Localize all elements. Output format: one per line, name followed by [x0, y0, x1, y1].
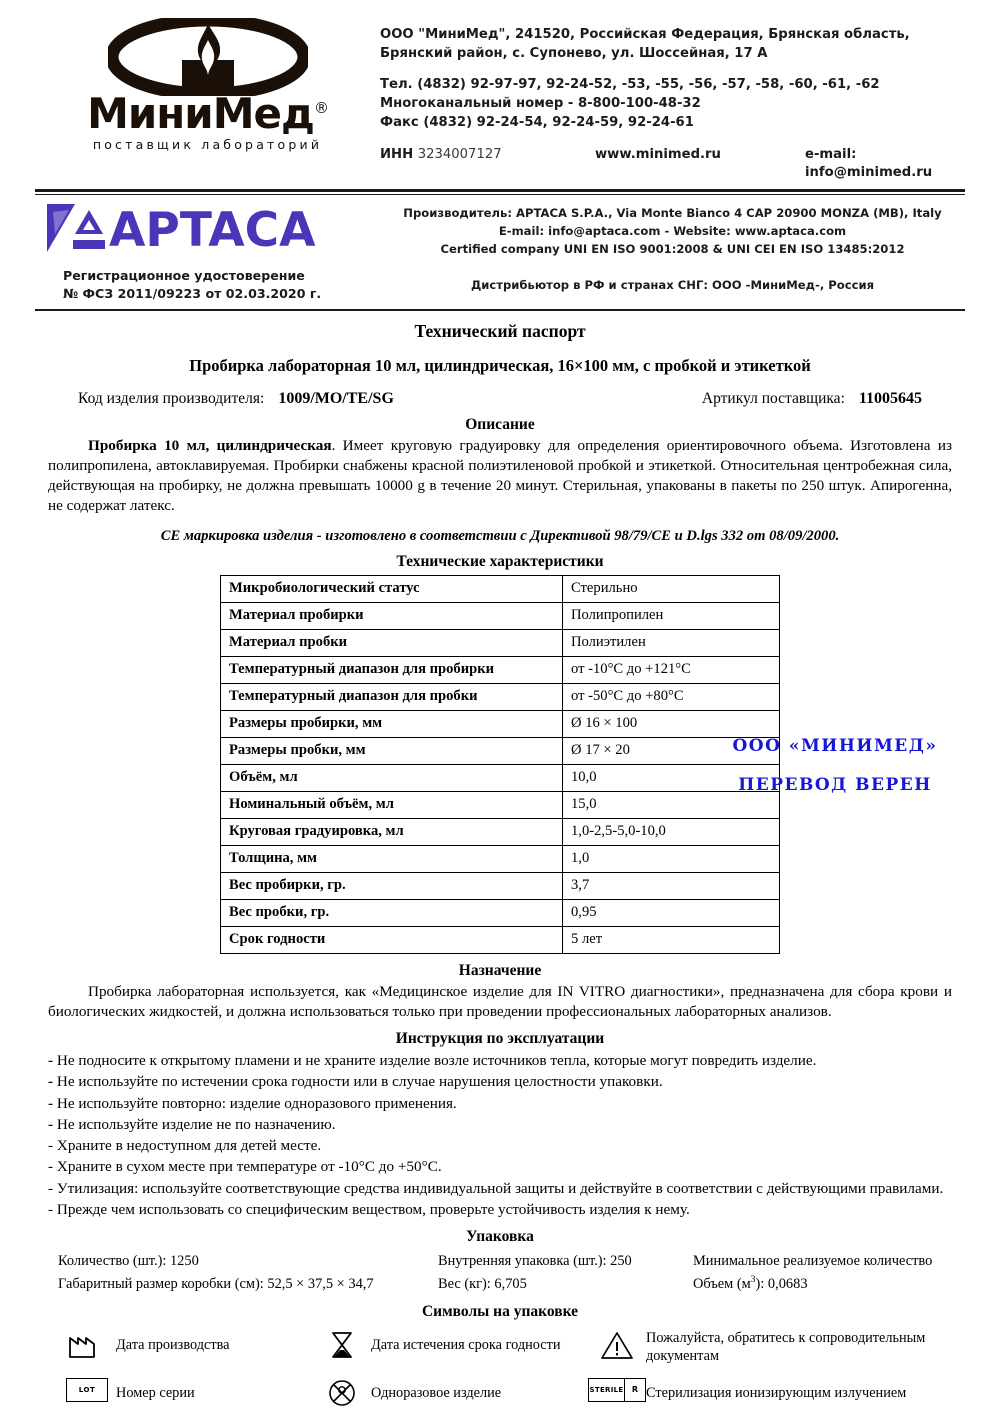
aptaca-wordmark: APTACA [109, 202, 316, 258]
supplier-article-label: Артикул поставщика: [701, 389, 845, 407]
table-row [221, 872, 780, 899]
table-row [221, 737, 780, 764]
spec-key: Срок годности [221, 926, 563, 953]
packaging-volume-exponent: 3 [750, 1274, 756, 1285]
fax-line: Факс (4832) 92-24-54, 92-24-59, 92-24-61 [380, 114, 694, 130]
spec-key: Температурный диапазон для пробки [221, 683, 563, 710]
minimed-tagline: поставщик лабораторий [92, 137, 323, 153]
aptaca-band [0, 195, 1000, 304]
packaging-box-dimensions: Габаритный размер коробки (см): 52,5 × 37,5 × 34,7 [58, 1275, 374, 1292]
symbols-column-3 [588, 1329, 952, 1425]
table-row [221, 629, 780, 656]
inn-label: ИНН [380, 146, 414, 162]
list-item: - Храните в сухом месте при температуре от -10°C до +50°C. [48, 1156, 952, 1177]
list-item: - Не используйте изделие не по назначению. [48, 1114, 952, 1135]
distributor-line: Дистрибьютор в РФ и странах СНГ: ООО -МиниМед-, Россия [470, 278, 875, 293]
spec-key: Микробиологический статус [221, 575, 563, 602]
aptaca-logo [45, 199, 380, 261]
document-body [0, 321, 1000, 1425]
symbols-heading: Символы на упаковке [421, 1302, 579, 1320]
website-link[interactable]: www.minimed.ru [595, 146, 721, 162]
spec-value: Полиэтилен [563, 629, 780, 656]
factory-icon [58, 1329, 116, 1360]
packaging-column-3 [693, 1250, 952, 1295]
spec-value: 1,0 [563, 845, 780, 872]
packaging-volume-label: Объем (м [693, 1275, 751, 1292]
purpose-paragraph: Пробирка лабораторная используется, как «Медицинское изделие для IN VITRO диагностики», предназначена для сбора крови и биологических жидкостей, и должна использоваться только при проведении профессиональных лабораторных анализов. [48, 982, 952, 1020]
table-row [221, 683, 780, 710]
packaging-volume-value: ): 0,0683 [755, 1275, 808, 1292]
packaging-info [48, 1250, 952, 1295]
spec-value: Ø 17 × 20 [563, 737, 780, 764]
specs-table-body [221, 575, 780, 953]
description-body: . Имеет круговую градуировку для определения ориентировочного объема. Изготовлена из полипропилена, автоклавируемая. Пробирки снабжены красной полиэтиленовой пробкой и этикеткой. Относительная центробежная сила, действующая на пробирку, не должна превышать 10000 g в течение 20 минут. Стерильная, упакованы в пакеты по 250 штук. Апирогенна, не содержат латекс. [48, 436, 952, 515]
flame-oval-icon [108, 18, 308, 96]
page-title: Технический паспорт [414, 320, 586, 341]
lot-icon [58, 1377, 116, 1402]
manufacturer-code [78, 390, 394, 408]
table-row [221, 764, 780, 791]
certification-line: Certified company UNI EN ISO 9001:2008 & UNI CEI EN ISO 13485:2012 [440, 242, 905, 257]
manufacturer-contacts: E-mail: info@aptaca.com - Website: www.aptaca.com [498, 224, 847, 239]
symbols-column-1 [58, 1329, 313, 1425]
aptaca-left-block [35, 199, 380, 304]
table-row [221, 926, 780, 953]
table-row [221, 818, 780, 845]
address-line-1: ООО "МиниМед", 241520, Российская Федерация, Брянская область, [380, 27, 910, 42]
symbol-row [58, 1377, 313, 1419]
product-codes [48, 390, 952, 408]
symbol-row [313, 1329, 588, 1371]
spec-value: Полипропилен [563, 602, 780, 629]
spec-key: Объём, мл [221, 764, 563, 791]
manufacturer-code-label: Код изделия производителя: [78, 389, 265, 407]
minimed-logo [35, 14, 380, 152]
spec-value: 3,7 [563, 872, 780, 899]
aptaca-divider [35, 309, 965, 311]
supplier-article [702, 390, 922, 408]
specs-heading: Технические характеристики [396, 552, 604, 570]
spec-value: 0,95 [563, 899, 780, 926]
aptaca-triangle-icon [45, 200, 107, 261]
spec-key: Вес пробки, гр. [221, 899, 563, 926]
packaging-min-sale-qty: Минимальное реализуемое количество [693, 1253, 933, 1270]
sterile-box [588, 1378, 646, 1402]
packaging-volume [693, 1273, 952, 1295]
reg-cert-line-1: Регистрационное удостоверение [63, 268, 305, 284]
description-heading: Описание [465, 415, 535, 433]
hourglass-icon [313, 1329, 371, 1360]
spec-key: Номинальный объём, мл [221, 791, 563, 818]
manufacturer-info [380, 199, 965, 295]
packaging-column-1 [48, 1250, 438, 1295]
packaging-heading: Упаковка [466, 1228, 534, 1246]
inn-block [380, 146, 595, 183]
spec-value: 15,0 [563, 791, 780, 818]
table-row [221, 575, 780, 602]
email-link[interactable]: e-mail: info@minimed.ru [805, 146, 933, 181]
specs-table [220, 575, 780, 954]
list-item: - Не используйте по истечении срока годности или в случае нарушения целостности упаковки. [48, 1071, 952, 1092]
ce-marking-note: CE маркировка изделия - изготовлено в соответствии с Директивой 98/79/CE и D.lgs 332 от 08/09/2000. [160, 527, 840, 544]
instructions-list [48, 1050, 952, 1220]
sterile-r-icon [588, 1377, 646, 1402]
spec-value: 5 лет [563, 926, 780, 953]
company-identifiers [380, 146, 965, 183]
spec-value: от -10°C до +121°C [563, 656, 780, 683]
do-not-reuse-icon [313, 1377, 371, 1408]
spec-key: Толщина, мм [221, 845, 563, 872]
spec-key: Материал пробирки [221, 602, 563, 629]
product-title: Пробирка лабораторная 10 мл, цилиндрическая, 16×100 мм, с пробкой и этикеткой [189, 355, 811, 375]
spec-key: Материал пробки [221, 629, 563, 656]
spec-value: 1,0-2,5-5,0-10,0 [563, 818, 780, 845]
symbol-label: Стерилизация ионизирующим излучением [646, 1384, 907, 1401]
specs-table-wrapper [48, 575, 952, 954]
table-row [221, 845, 780, 872]
spec-key: Размеры пробирки, мм [221, 710, 563, 737]
inn-value: 3234007127 [417, 146, 502, 162]
table-row [221, 791, 780, 818]
warning-triangle-icon [588, 1329, 646, 1360]
spec-key: Круговая градуировка, мл [221, 818, 563, 845]
packaging-column-2 [438, 1250, 693, 1295]
company-address [380, 26, 965, 63]
symbol-label: Дата производства [116, 1336, 230, 1353]
packaging-weight: Вес (кг): 6,705 [438, 1275, 527, 1292]
spec-key: Вес пробирки, гр. [221, 872, 563, 899]
company-contacts [380, 14, 965, 183]
description-paragraph [48, 436, 952, 517]
spec-key: Размеры пробки, мм [221, 737, 563, 764]
symbol-label: Дата истечения срока годности [371, 1336, 561, 1353]
multichannel-line: Многоканальный номер - 8-800-100-48-32 [380, 96, 701, 112]
manufacturer-line: Производитель: APTACA S.P.A., Via Monte Bianco 4 CAP 20900 MONZA (MB), Italy [403, 206, 942, 221]
table-row [221, 899, 780, 926]
minimed-brand-text: МиниМед [87, 89, 314, 138]
instructions-heading: Инструкция по эксплуатации [395, 1029, 605, 1047]
minimed-wordmark [87, 89, 328, 138]
symbol-row [313, 1377, 588, 1419]
reg-cert-line-2: № ФСЗ 2011/09223 от 02.03.2020 г. [63, 286, 322, 302]
list-item: - Храните в недоступном для детей месте. [48, 1135, 952, 1156]
supplier-article-value: 11005645 [858, 389, 922, 407]
letterhead [0, 0, 1000, 183]
symbols-column-2 [313, 1329, 588, 1425]
phone-line: Тел. (4832) 92-97-97, 92-24-52, -53, -55, -56, -57, -58, -60, -61, -62 [380, 77, 880, 93]
description-lead: Пробирка 10 мл, цилиндрическая [88, 436, 332, 454]
symbol-row [58, 1329, 313, 1371]
symbol-label: Одноразовое изделие [371, 1384, 502, 1401]
list-item: - Прежде чем использовать со специфическим веществом, проверьте устойчивость изделия к нему. [48, 1199, 952, 1220]
sterile-box-text: STERILE [589, 1379, 625, 1401]
stamp-line-2: ПЕРЕВОД ВЕРЕН [738, 774, 932, 795]
symbol-label: Пожалуйста, обратитесь к сопроводительным документам [646, 1329, 926, 1365]
symbol-row [588, 1377, 952, 1419]
list-item: - Утилизация: используйте соответствующие средства индивидуальной защиты и действуйте в соответствии с действующими правилами. [48, 1178, 952, 1199]
registered-mark: ® [313, 99, 328, 117]
spec-value: Стерильно [563, 575, 780, 602]
table-row [221, 710, 780, 737]
stamp-line-1: ООО «МИНИМЕД» [732, 735, 938, 756]
manufacturer-code-value: 1009/MO/TE/SG [278, 389, 394, 407]
spec-value: 10,0 [563, 764, 780, 791]
spec-key: Температурный диапазон для пробирки [221, 656, 563, 683]
company-phones [380, 76, 965, 132]
lot-box-text: LOT [66, 1378, 108, 1402]
packaging-inner-pack: Внутренняя упаковка (шт.): 250 [438, 1253, 632, 1270]
list-item: - Не используйте повторно: изделие одноразового применения. [48, 1093, 952, 1114]
symbols-grid [48, 1329, 952, 1425]
list-item: - Не подносите к открытому пламени и не храните изделие возле источников тепла, которые могут повредить изделие. [48, 1050, 952, 1071]
symbol-label: Номер серии [116, 1384, 195, 1401]
purpose-heading: Назначение [458, 961, 542, 979]
packaging-quantity: Количество (шт.): 1250 [58, 1253, 199, 1270]
symbol-row [588, 1329, 952, 1371]
spec-value: от -50°C до +80°C [563, 683, 780, 710]
table-row [221, 602, 780, 629]
spec-value: Ø 16 × 100 [563, 710, 780, 737]
address-line-2: Брянский район, с. Супонево, ул. Шоссейная, 17 А [380, 45, 768, 61]
sterile-method-text: R [631, 1385, 639, 1395]
registration-certificate [63, 267, 380, 304]
table-row [221, 656, 780, 683]
